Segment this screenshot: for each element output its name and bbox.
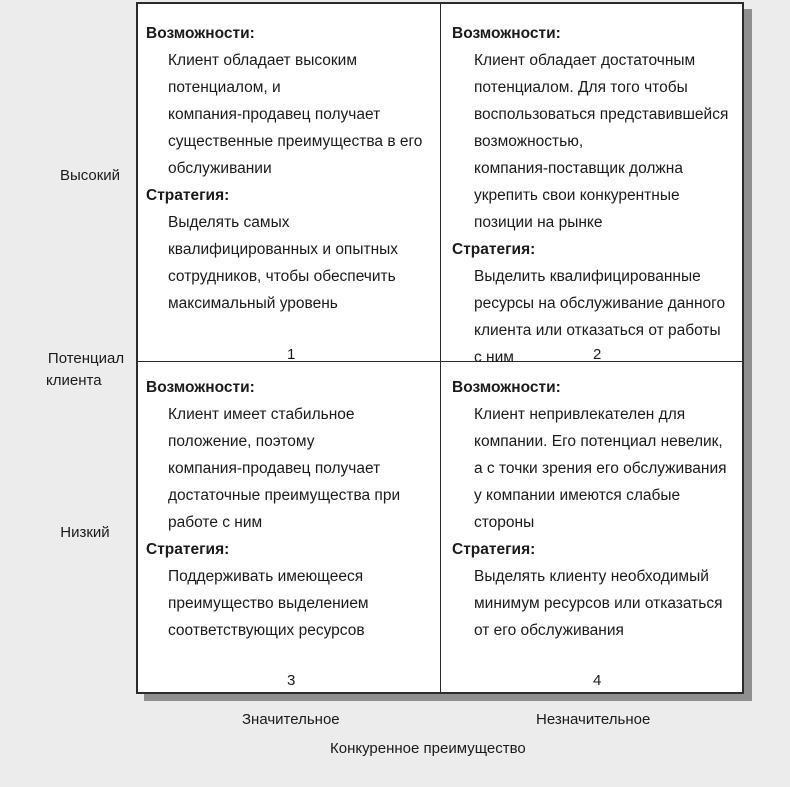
q1-opp-line: потенциалом, и (168, 79, 281, 96)
q2-opp-line: воспользоваться представившейся (474, 106, 729, 123)
q1-opp-line: обслуживании (168, 160, 272, 177)
q1-opp-line: Клиент обладает высоким (168, 52, 357, 69)
q3-number: 3 (287, 672, 296, 689)
q1-strat-line: Выделять самых (168, 214, 290, 231)
q2-number: 2 (593, 346, 602, 363)
q2-strat-line: ресурсы на обслуживание данного (474, 295, 726, 312)
q4-strategy-heading: Стратегия: (452, 541, 536, 558)
q1-number: 1 (287, 346, 296, 363)
y-axis-title-line1: Потенциал (47, 350, 125, 367)
q1-opp-line: компания-продавец получает (168, 106, 381, 123)
q2-opportunities-heading: Возможности: (452, 25, 561, 42)
q1-strategy-heading: Стратегия: (146, 187, 230, 204)
q1-strat-line: сотрудников, чтобы обеспечить (168, 268, 396, 285)
q4-opp-line: у компании имеются слабые (474, 487, 681, 504)
quadrant-3 (146, 374, 436, 690)
q4-strat-line: от его обслуживания (474, 622, 624, 639)
q3-opp-line: работе с ним (168, 514, 263, 531)
vertical-divider (440, 4, 441, 692)
q4-opportunities-heading: Возможности: (452, 379, 561, 396)
q1-strat-line: максимальный уровень (168, 295, 338, 312)
y-axis-title (26, 348, 146, 392)
q1-opportunities-heading: Возможности: (146, 25, 255, 42)
y-axis-title-line2: клиента (46, 372, 102, 389)
q1-strat-line: квалифицированных и опытных (168, 241, 399, 258)
q4-number: 4 (593, 672, 602, 689)
quadrant-4 (452, 374, 742, 690)
x-axis-left-label: Значительное (242, 711, 340, 728)
q2-opp-line: компания-поставщик должна (474, 160, 683, 177)
q2-strat-line: клиента или отказаться от работы (474, 322, 721, 339)
q2-strategy-heading: Стратегия: (452, 241, 536, 258)
q3-strat-line: Поддерживать имеющееся (168, 568, 364, 585)
q2-opp-line: возможностью, (474, 133, 584, 150)
quadrant-1 (146, 20, 436, 363)
x-axis-right-label: Незначительное (536, 711, 651, 728)
q2-opp-line: Клиент обладает достаточным (474, 52, 696, 69)
q3-strat-line: преимущество выделением (168, 595, 369, 612)
q2-opp-line: укрепить свои конкурентные (474, 187, 680, 204)
q4-strat-line: Выделять клиенту необходимый (474, 568, 709, 585)
q3-opp-line: Клиент имеет стабильное (168, 406, 355, 423)
q2-opp-line: позиции на рынке (474, 214, 603, 231)
q3-strategy-heading: Стратегия: (146, 541, 230, 558)
y-axis-low-label: Низкий (60, 524, 110, 541)
q4-opp-line: стороны (474, 514, 535, 531)
q3-opportunities-heading: Возможности: (146, 379, 255, 396)
x-axis-title: Конкуренное преимущество (330, 740, 526, 757)
q2-strat-line: Выделить квалифицированные (474, 268, 701, 285)
q2-opp-line: потенциалом. Для того чтобы (474, 79, 688, 96)
q4-strat-line: минимум ресурсов или отказаться (474, 595, 723, 612)
q3-opp-line: компания-продавец получает (168, 460, 381, 477)
q3-opp-line: положение, поэтому (168, 433, 315, 450)
q1-opp-line: существенные преимущества в его (168, 133, 423, 150)
q4-opp-line: компании. Его потенциал невелик, (474, 433, 723, 450)
q4-opp-line: а с точки зрения его обслуживания (474, 460, 727, 477)
q3-opp-line: достаточные преимущества при (168, 487, 401, 504)
q3-strat-line: соответствующих ресурсов (168, 622, 365, 639)
matrix-grid (136, 2, 744, 694)
quadrant-2 (452, 20, 742, 366)
y-axis-high-label: Высокий (59, 167, 121, 184)
q4-opp-line: Клиент непривлекателен для (474, 406, 686, 423)
q2-strat-line: с ним (474, 349, 514, 366)
